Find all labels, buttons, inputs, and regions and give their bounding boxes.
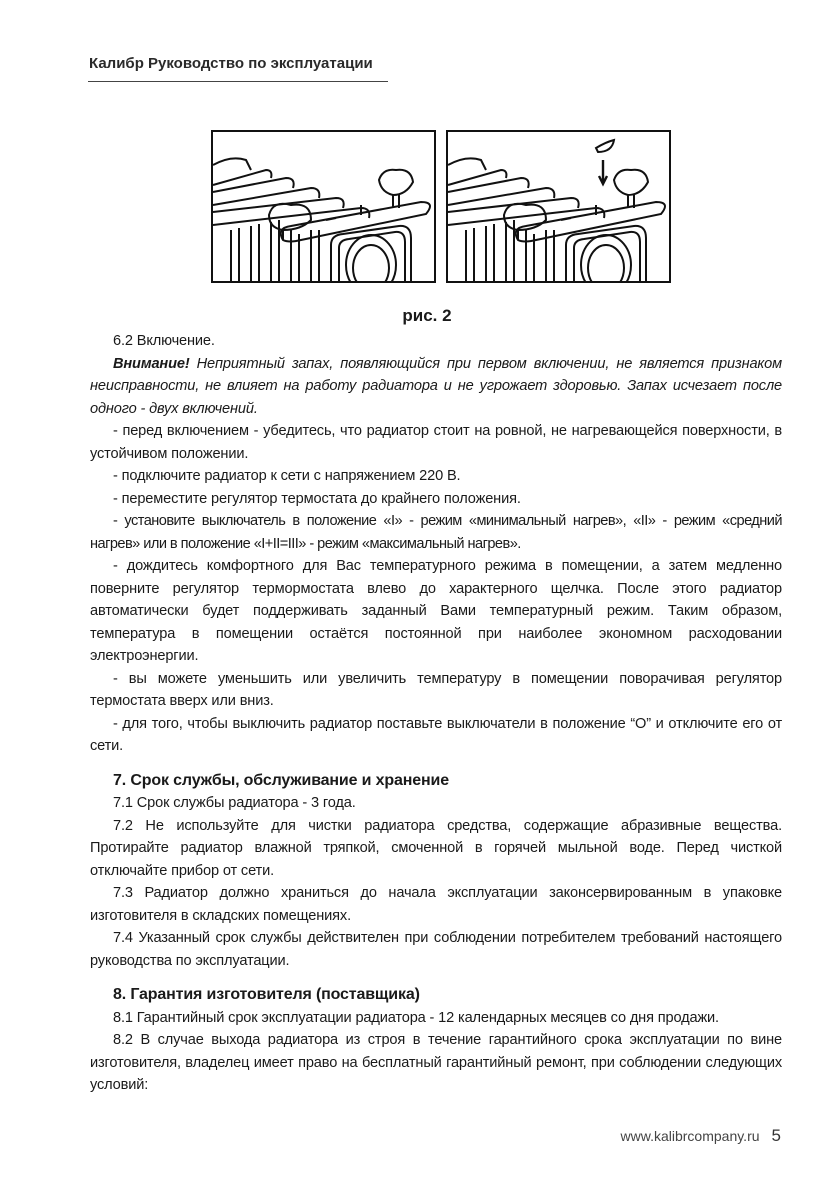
section-7-heading: 7. Срок службы, обслуживание и хранение [113,771,449,789]
list-item: 7.2 Не используйте для чистки радиатора средства, содержащие абразивные вещества. Протирайте радиатор влажной тряпкой, смоченной в горячей мыльной воде. Перед чисткой отключайте прибор от сети. [90,817,782,879]
header-divider [88,81,388,82]
document-body [90,330,782,1097]
list-item: 7.4 Указанный срок службы действителен при соблюдении потребителем требований настоящего руководства по эксплуатации. [90,930,782,969]
figure-caption: рис. 2 [402,306,452,325]
list-item: - подключите радиатор к сети с напряжением 220 В. [113,468,461,484]
figure-radiator-caps-inserting [446,130,671,283]
figure-radiator-caps-mounted [211,130,436,283]
list-item: 8.2 В случае выхода радиатора из строя в течение гарантийного срока эксплуатации по вине изготовителя, владелец имеет право на бесплатный гарантийный ремонт, при соблюдении следующих условий: [90,1032,782,1093]
list-item: - дождитесь комфортного для Вас температурного режима в помещении, а затем медленно поверните регулятор термормостата влево до характерного щелчка. После этого радиатор автоматически будет поддерживать заданный Вами температурный режим. Таким образом, температура в помещении остаётся постоянной при наиболее экономном расходовании электроэнергии. [90,558,782,664]
running-header: Калибр Руководство по эксплуатации [89,55,373,72]
list-item: 7.3 Радиатор должно храниться до начала эксплуатации законсервированным в упаковке изготовителя в складских помещениях. [90,885,782,924]
list-item: 7.1 Срок службы радиатора - 3 года. [113,795,356,811]
list-item: - установите выключатель в положение «I» - режим «минимальный нагрев», «II» - режим «средний нагрев» или в положение «I+II=III» - режим «максимальный нагрев». [90,513,782,552]
section-6-2-title: 6.2 Включение. [113,333,215,349]
warning-text: Неприятный запах, появляющийся при первом включении, не является признаком неисправности, не влияет на работу радиатора и не угрожает здоровью. Запах исчезает после одного - двух включений. [90,355,782,417]
page-footer [621,1126,781,1146]
list-item: - вы можете уменьшить или увеличить температуру в помещении поворачивая регулятор термостата вверх или вниз. [90,670,782,709]
section-8-heading: 8. Гарантия изготовителя (поставщика) [113,986,420,1003]
list-item: - перед включением - убедитесь, что радиатор стоит на ровной, не нагревающейся поверхности, в устойчивом положении. [90,423,782,462]
warning-label: Внимание! [113,355,190,372]
website-link[interactable]: www.kalibrcompany.ru [620,1128,760,1144]
page-number: 5 [771,1126,781,1145]
list-item: - для того, чтобы выключить радиатор поставьте выключатели в положение “О” и отключите его от сети. [90,715,782,754]
list-item: 8.1 Гарантийный срок эксплуатации радиатора - 12 календарных месяцев со дня продажи. [113,1009,719,1026]
warning-paragraph [90,353,782,421]
list-item: - переместите регулятор термостата до крайнего положения. [113,490,521,507]
